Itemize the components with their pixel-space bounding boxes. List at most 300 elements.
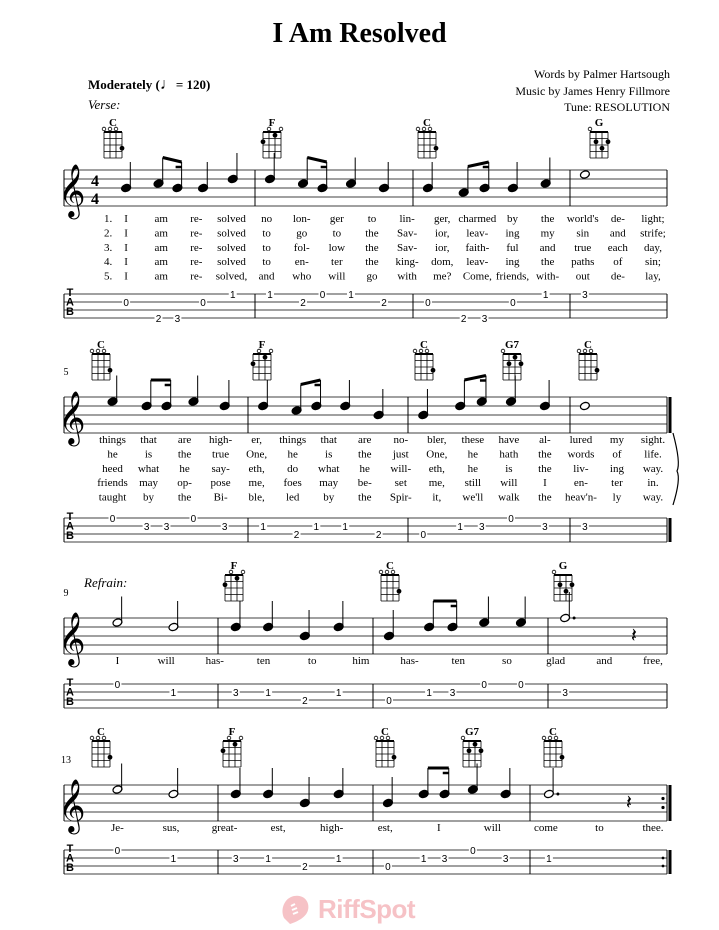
tab-fret-number: 3 xyxy=(441,854,448,865)
note-beam xyxy=(307,158,327,163)
tab-fret-number: 1 xyxy=(335,854,342,865)
tab-fret-number: 2 xyxy=(302,862,308,873)
lyric-syllable: Bi- xyxy=(213,491,228,504)
repeat-dot xyxy=(662,865,665,868)
lyric-syllable: me, xyxy=(428,477,445,490)
lyric-syllable: thee. xyxy=(642,822,664,834)
chord-name: C xyxy=(97,339,105,351)
lyric-syllable: solved xyxy=(217,213,246,225)
tab-fret-number: 1 xyxy=(348,290,354,301)
lyric-syllable: am xyxy=(154,256,168,269)
open-string-icon xyxy=(269,349,273,353)
riffspot-logo xyxy=(278,892,448,926)
chord-diagram xyxy=(90,349,112,380)
lyric-syllable: re- xyxy=(190,227,203,240)
lyric-syllable: and xyxy=(609,227,626,240)
lyric-syllable: will xyxy=(157,655,175,667)
tab-fret-number: 0 xyxy=(319,290,326,301)
open-string-icon xyxy=(90,349,94,353)
lyric-syllable: en- xyxy=(294,256,309,269)
tab-fret-number: 3 xyxy=(582,290,588,301)
tab-fret-number: 1 xyxy=(342,522,348,533)
chord-diagram xyxy=(379,570,401,601)
tab-clef-letter: B xyxy=(66,530,74,542)
lyric-syllable: set xyxy=(394,477,407,490)
tab-clef-letter: A xyxy=(66,520,74,533)
lyric-syllable: sin; xyxy=(645,256,661,269)
lyric-syllable: with xyxy=(397,270,417,283)
lyric-syllable: and xyxy=(596,655,613,667)
music-credit: Music by James Henry Fillmore xyxy=(515,84,670,98)
lyric-syllable: am xyxy=(154,270,168,283)
finger-dot xyxy=(434,146,439,151)
tab-fret-number: 3 xyxy=(481,314,488,325)
verse-number: 2. xyxy=(103,227,113,240)
finger-dot xyxy=(108,368,113,373)
lyric-syllable: go xyxy=(296,227,308,240)
lyric-syllable: the xyxy=(358,448,372,461)
lyric-syllable: the xyxy=(538,462,552,475)
measure-number: 9 xyxy=(63,588,69,599)
lyric-syllable: he xyxy=(287,448,298,461)
lyric-syllable: has- xyxy=(205,655,224,667)
lyric-syllable: est, xyxy=(270,822,286,834)
lyric-syllable: the xyxy=(538,448,552,461)
finger-dot xyxy=(397,589,402,594)
lyric-syllable: may xyxy=(319,477,339,490)
chord-diagram xyxy=(221,736,243,767)
open-string-icon xyxy=(461,736,465,740)
chord-diagram xyxy=(374,736,396,767)
quarter-note-icon: ♩ xyxy=(159,76,176,93)
lyric-syllable: One, xyxy=(246,448,268,461)
lyric-syllable: go xyxy=(366,270,378,283)
lyric-syllable: will- xyxy=(390,462,412,475)
chord-diagram xyxy=(416,127,438,158)
lyric-syllable: walk xyxy=(498,491,520,504)
lyric-syllable: ter xyxy=(331,256,343,269)
verse-number: 4. xyxy=(103,256,113,269)
finger-dot xyxy=(467,748,472,753)
finger-dot xyxy=(120,146,125,151)
tab-fret-number: 2 xyxy=(381,298,387,309)
chord-name: F xyxy=(258,339,266,351)
chord-diagram xyxy=(588,127,610,158)
tab-fret-number: 1 xyxy=(420,854,427,865)
lyric-syllable: lon- xyxy=(292,213,311,225)
chord-name: G xyxy=(594,117,604,129)
open-string-icon xyxy=(542,736,546,740)
tab-fret-number: 1 xyxy=(265,854,271,865)
tab-fret-number: 1 xyxy=(260,522,266,533)
tab-clef-letter: B xyxy=(66,862,74,874)
finger-dot xyxy=(606,139,611,144)
finger-dot xyxy=(507,361,512,366)
lyric-syllable: Sav- xyxy=(397,227,418,240)
finger-dot xyxy=(251,361,256,366)
chord-name: G7 xyxy=(504,339,520,351)
lyric-syllable: to xyxy=(595,822,604,834)
lyric-syllable: ten xyxy=(256,655,271,667)
lyric-syllable: lin- xyxy=(399,213,415,225)
lyric-syllable: led xyxy=(285,491,300,504)
lyric-syllable: glad xyxy=(546,655,566,667)
lyric-syllable: by xyxy=(506,213,518,225)
lyric-syllable: he xyxy=(359,462,370,475)
lyric-syllable: Spir- xyxy=(389,491,412,504)
lyric-syllable: high- xyxy=(320,822,344,834)
lyric-syllable: no- xyxy=(393,434,409,446)
finger-dot xyxy=(223,582,228,587)
chord-diagram xyxy=(261,127,283,158)
chord-name: C xyxy=(97,726,105,738)
lyric-brace-icon xyxy=(673,433,678,505)
lyric-syllable: king- xyxy=(395,256,419,269)
lyric-syllable: be- xyxy=(357,477,372,490)
tab-fret-number: 1 xyxy=(426,688,432,699)
lyric-syllable: and xyxy=(258,270,275,283)
lyric-syllable: re- xyxy=(190,270,203,283)
tab-fret-number: 0 xyxy=(508,514,514,525)
lyric-syllable: high- xyxy=(208,434,233,446)
tempo-label: Moderately xyxy=(88,77,153,92)
lyric-syllable: the xyxy=(365,256,379,269)
lyric-syllable: sus, xyxy=(162,822,180,834)
lyric-syllable: in. xyxy=(647,477,659,490)
lyric-syllable: to xyxy=(262,227,271,240)
lyric-syllable: of xyxy=(612,448,622,461)
tab-fret-number: 1 xyxy=(267,290,273,301)
lyric-syllable: it, xyxy=(432,491,442,504)
finger-dot xyxy=(431,368,436,373)
lyric-syllable: hath xyxy=(499,448,519,461)
lyric-syllable: are xyxy=(177,434,192,446)
chord-name: C xyxy=(109,117,117,129)
tab-fret-number: 0 xyxy=(518,680,524,691)
measure-number: 13 xyxy=(61,755,71,766)
tab-fret-number: 0 xyxy=(200,298,206,309)
lyric-syllable: me? xyxy=(433,270,452,283)
chord-diagram xyxy=(413,349,435,380)
tab-clef-letter: T xyxy=(66,843,74,855)
tab-fret-number: 3 xyxy=(163,522,170,533)
repeat-dot xyxy=(661,806,664,809)
tab-clef-letter: T xyxy=(66,677,74,689)
open-string-icon xyxy=(102,127,106,131)
lyric-syllable: I xyxy=(115,655,120,667)
lyric-syllable: ble, xyxy=(248,491,265,504)
quarter-rest-icon: 𝄽 xyxy=(630,623,637,647)
lyric-syllable: world's xyxy=(566,213,599,225)
lyric-syllable: will xyxy=(328,270,346,283)
lyric-syllable: heed xyxy=(102,462,123,475)
finger-dot xyxy=(261,139,266,144)
tab-fret-number: 0 xyxy=(420,530,427,541)
lyric-syllable: he xyxy=(179,462,190,475)
finger-dot xyxy=(594,139,599,144)
lyric-syllable: the xyxy=(540,256,555,269)
tempo-marking: Moderately (♩= 120) xyxy=(88,76,211,93)
lyric-syllable: I xyxy=(543,477,547,490)
finger-dot xyxy=(108,755,113,760)
verse-number: 1. xyxy=(103,213,113,225)
song-title: I Am Resolved xyxy=(272,18,447,49)
lyric-syllable: way. xyxy=(642,462,664,475)
tab-fret-number: 0 xyxy=(386,696,392,707)
lyric-syllable: just xyxy=(392,448,409,461)
tab-clef-letter: T xyxy=(66,511,74,523)
tab-fret-number: 1 xyxy=(313,522,320,533)
lyric-syllable: al- xyxy=(539,434,551,446)
lyric-syllable: re- xyxy=(190,256,203,269)
lyric-syllable: charmed xyxy=(458,213,497,225)
tab-fret-number: 1 xyxy=(170,854,177,865)
tab-fret-number: 0 xyxy=(114,846,121,857)
open-string-icon xyxy=(239,736,243,740)
lyric-syllable: has- xyxy=(400,655,419,667)
finger-dot xyxy=(600,146,605,151)
lyric-syllable: he xyxy=(107,448,118,461)
verse-number: 5. xyxy=(103,270,113,283)
lyric-syllable: I xyxy=(124,256,128,269)
tab-fret-number: 3 xyxy=(221,522,228,533)
tab-fret-number: 2 xyxy=(460,314,467,325)
riffspot-logo-icon xyxy=(278,892,314,926)
time-signature-top: 4 xyxy=(91,173,99,190)
tune-credit: Tune: RESOLUTION xyxy=(564,100,670,114)
lyric-syllable: things xyxy=(99,434,126,446)
lyric-syllable: he xyxy=(467,448,479,461)
note-beam xyxy=(163,158,182,163)
lyric-syllable: true xyxy=(574,241,592,254)
lyric-syllable: eth, xyxy=(428,462,445,475)
chord-name: C xyxy=(381,726,389,738)
lyric-syllable: to xyxy=(262,241,271,254)
finger-dot xyxy=(564,589,569,594)
lyric-syllable: One, xyxy=(426,448,448,461)
tab-fret-number: 2 xyxy=(293,530,300,541)
tab-fret-number: 1 xyxy=(542,290,549,301)
words-credit: Words by Palmer Hartsough xyxy=(533,67,670,81)
tab-fret-number: 3 xyxy=(582,522,588,533)
lyric-syllable: that xyxy=(140,434,157,446)
lyric-syllable: still xyxy=(464,477,482,490)
tab-fret-number: 3 xyxy=(232,854,239,865)
measure-number: 5 xyxy=(63,367,69,378)
lyric-syllable: foes xyxy=(283,477,302,490)
finger-dot xyxy=(235,576,240,581)
verse-number: 3. xyxy=(103,241,113,254)
riffspot-logo-text: RiffSpot xyxy=(318,894,416,924)
lyric-syllable: light; xyxy=(641,213,665,225)
lyric-syllable: I xyxy=(436,822,441,834)
lyric-syllable: so xyxy=(502,655,512,667)
tab-fret-number: 1 xyxy=(170,688,177,699)
lyric-syllable: he xyxy=(467,462,479,475)
lyric-syllable: fol- xyxy=(293,241,310,254)
lyric-syllable: the xyxy=(177,448,192,461)
open-string-icon xyxy=(90,736,94,740)
lyric-syllable: free, xyxy=(643,655,663,667)
lyric-syllable: ful xyxy=(506,241,519,254)
chord-diagram xyxy=(577,349,599,380)
repeat-dot xyxy=(661,797,664,800)
lyric-syllable: to xyxy=(367,213,377,225)
lyric-syllable: Je- xyxy=(111,822,124,834)
lyric-syllable: ing xyxy=(505,256,520,269)
treble-clef-icon: 𝄞 xyxy=(58,778,86,832)
tab-fret-number: 0 xyxy=(481,680,487,691)
lyric-syllable: of xyxy=(613,256,623,269)
finger-dot xyxy=(392,755,397,760)
finger-dot xyxy=(273,133,278,138)
tab-clef-letter: B xyxy=(66,306,74,318)
lyric-syllable: are xyxy=(358,434,372,446)
tab-clef-letter: A xyxy=(66,852,74,865)
lyric-syllable: pose xyxy=(210,477,231,490)
lyric-syllable: am xyxy=(154,241,168,254)
lyric-syllable: is xyxy=(325,448,333,461)
lyric-syllable: say- xyxy=(211,462,230,475)
lyric-syllable: is xyxy=(505,462,513,475)
lyric-syllable: am xyxy=(154,213,168,225)
open-string-icon xyxy=(501,349,505,353)
lyric-syllable: that xyxy=(320,434,337,446)
lyric-syllable: have xyxy=(498,434,520,446)
tab-fret-number: 3 xyxy=(143,522,150,533)
lyric-syllable: faith- xyxy=(465,241,490,254)
lyric-syllable: taught xyxy=(98,491,127,504)
quarter-rest-icon: 𝄽 xyxy=(625,790,632,814)
tab-fret-number: 0 xyxy=(510,298,516,309)
verse-label: Verse: xyxy=(88,97,121,112)
finger-dot xyxy=(233,742,238,747)
tab-clef-letter: A xyxy=(66,296,74,309)
lyric-syllable: my xyxy=(609,434,624,446)
tab-fret-number: 3 xyxy=(542,522,548,533)
tab-fret-number: 0 xyxy=(109,514,116,525)
lyric-syllable: strife; xyxy=(640,227,666,240)
lyric-syllable: come xyxy=(533,822,558,834)
refrain-label: Refrain: xyxy=(84,575,128,590)
lyric-syllable: solved, xyxy=(215,270,248,283)
lyric-syllable: I xyxy=(124,227,128,240)
finger-dot xyxy=(479,748,484,753)
tab-fret-number: 3 xyxy=(232,688,239,699)
chord-name: F xyxy=(268,117,276,129)
tab-fret-number: 1 xyxy=(265,688,271,699)
tab-fret-number: 0 xyxy=(190,514,197,525)
finger-dot xyxy=(473,742,478,747)
lyric-syllable: my xyxy=(540,227,555,240)
lyric-syllable: I xyxy=(124,270,128,283)
lyric-syllable: and xyxy=(539,241,556,254)
chord-name: C xyxy=(549,726,557,738)
lyric-syllable: the xyxy=(538,491,552,504)
chord-diagram xyxy=(552,570,574,601)
tab-fret-number: 0 xyxy=(425,298,431,309)
note-head xyxy=(579,401,590,411)
finger-dot xyxy=(560,755,565,760)
lyric-syllable: en- xyxy=(573,477,588,490)
lyric-syllable: lured xyxy=(569,434,593,446)
tab-fret-number: 3 xyxy=(449,688,456,699)
lyric-syllable: true xyxy=(212,448,230,461)
lyric-syllable: ing xyxy=(609,462,624,475)
lyric-syllable: solved xyxy=(217,227,246,240)
open-string-icon xyxy=(413,349,417,353)
lyric-syllable: Come, xyxy=(462,270,492,283)
chord-diagram xyxy=(251,349,273,380)
finger-dot xyxy=(221,748,226,753)
finger-dot xyxy=(570,582,575,587)
lyric-syllable: the xyxy=(540,213,555,225)
chord-name: G xyxy=(558,560,568,572)
tab-fret-number: 2 xyxy=(375,530,382,541)
dot-icon xyxy=(556,793,559,796)
lyric-syllable: est, xyxy=(377,822,393,834)
lyric-syllable: life. xyxy=(644,448,662,461)
lyric-syllable: er, xyxy=(251,434,263,446)
chord-name: C xyxy=(584,339,592,351)
tab-fret-number: 0 xyxy=(123,298,129,309)
lyric-syllable: ger xyxy=(329,213,344,225)
lyric-syllable: solved xyxy=(217,241,246,254)
lyric-syllable: will xyxy=(500,477,518,490)
lyric-syllable: words xyxy=(567,448,595,461)
lyric-syllable: the xyxy=(365,241,379,254)
lyric-syllable: dom, xyxy=(431,256,454,269)
finger-dot xyxy=(263,355,268,360)
finger-dot xyxy=(595,368,600,373)
lyric-syllable: may xyxy=(139,477,159,490)
chord-diagram xyxy=(461,736,483,767)
chord-name: C xyxy=(420,339,428,351)
open-string-icon xyxy=(577,349,581,353)
tab-fret-number: 3 xyxy=(562,688,568,699)
tab-fret-number: 2 xyxy=(302,696,308,707)
lyric-syllable: ior, xyxy=(434,227,450,240)
lyric-syllable: re- xyxy=(190,213,203,225)
lyric-syllable: me, xyxy=(248,477,265,490)
lyric-syllable: am xyxy=(154,227,168,240)
open-string-icon xyxy=(379,570,383,574)
lyric-syllable: liv- xyxy=(573,462,589,475)
lyric-syllable: these xyxy=(461,434,485,446)
lyric-syllable: heav'n- xyxy=(564,491,597,504)
chord-name: G7 xyxy=(464,726,480,738)
lyric-syllable: things xyxy=(279,434,307,446)
tab-clef-letter: B xyxy=(66,696,74,708)
repeat-dot xyxy=(662,857,665,860)
lyric-syllable: who xyxy=(292,270,312,283)
lyric-syllable: ter xyxy=(611,477,623,490)
lyric-syllable: is xyxy=(144,448,153,461)
chord-diagram xyxy=(90,736,112,767)
open-string-icon xyxy=(416,127,420,131)
open-string-icon xyxy=(588,127,592,131)
open-string-icon xyxy=(552,570,556,574)
tab-fret-number: 1 xyxy=(546,854,552,865)
lyric-syllable: eth, xyxy=(248,462,265,475)
chord-diagram xyxy=(542,736,564,767)
lyric-syllable: what xyxy=(137,462,160,475)
open-string-icon xyxy=(374,736,378,740)
lyric-syllable: each xyxy=(607,241,628,254)
lyric-syllable: the xyxy=(177,491,192,504)
lyric-syllable: him xyxy=(352,655,370,667)
open-string-icon xyxy=(279,127,283,131)
